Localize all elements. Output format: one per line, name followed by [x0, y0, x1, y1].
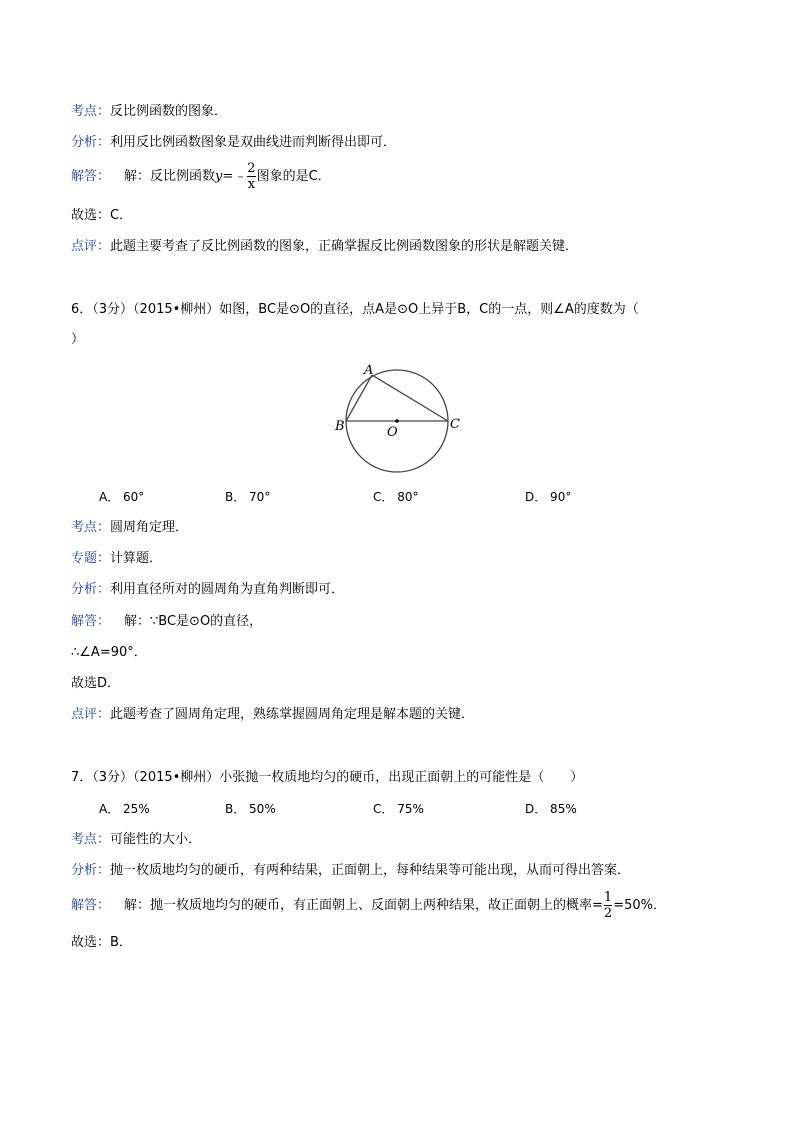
label-a: A [364, 363, 374, 378]
center-point [395, 419, 399, 423]
kaodian-text: 反比例函数的图象． [110, 104, 228, 119]
kaodian-label: 考点： [71, 832, 111, 847]
fraction-numerator: 1 [603, 890, 613, 905]
q6-option-d: D． 90° [525, 490, 572, 504]
fraction-2-over-x [247, 162, 255, 191]
jieda-text: 解：∵BC是⊙O的直径， [124, 614, 263, 629]
fenxi-label: 分析： [71, 582, 111, 597]
q6-kaodian-line [71, 518, 188, 538]
q7-kaodian-line [71, 830, 201, 850]
circle-figure [330, 358, 470, 476]
q5-dianping-line [71, 237, 578, 257]
q7-fenxi-line [71, 861, 630, 881]
q6-jieda-line [71, 612, 262, 632]
q5-guxuan-line: 故选：C． [71, 208, 133, 223]
label-o: O [387, 425, 398, 440]
q6-fenxi-line [71, 580, 344, 600]
jieda-label: 解答： [71, 614, 111, 629]
q6-stem-line1: 6．（3分）（2015•柳州）如图，BC是⊙O的直径，点A是⊙O上异于B，C的一点，则∠A的度数为（ [71, 302, 639, 317]
chord-ac [372, 375, 448, 421]
q6-dianping-line [71, 705, 474, 725]
q7-option-b: B． 50% [225, 802, 276, 816]
dianping-text: 此题考查了圆周角定理，熟练掌握圆周角定理是解本题的关键． [110, 707, 475, 722]
jieda-text-pre: 解：反比例函数 [124, 169, 216, 184]
q6-step2-line: ∴∠A=90°． [71, 645, 147, 660]
fraction-numerator: 2 [247, 161, 256, 176]
fenxi-text: 抛一枚质地均匀的硬币，有两种结果，正面朝上，每种结果等可能出现，从而可得出答案． [110, 863, 631, 878]
kaodian-text: 可能性的大小． [110, 832, 202, 847]
fenxi-text: 利用直径所对的圆周角为直角判断即可． [110, 582, 345, 597]
q6-option-c: C． 80° [373, 490, 419, 504]
chord-ab [346, 375, 372, 421]
dianping-label: 点评： [71, 239, 111, 254]
kaodian-label: 考点： [71, 520, 111, 535]
fraction-denominator: 2 [603, 906, 613, 921]
dianping-label: 点评： [71, 707, 111, 722]
jieda-label: 解答： [71, 169, 111, 184]
q5-jieda-line [71, 158, 331, 196]
q7-guxuan-line: 故选：B． [71, 935, 132, 950]
kaodian-label: 考点： [71, 104, 111, 119]
q5-fenxi-line [71, 133, 396, 153]
q6-stem-line2: ） [71, 332, 85, 347]
fenxi-text: 利用反比例函数图象是双曲线进而判断得出即可． [110, 135, 397, 150]
zhuanti-text: 计算题． [110, 551, 163, 566]
label-c: C [450, 417, 460, 432]
q5-kaodian-line [71, 102, 227, 122]
q6-option-a: A． 60° [99, 490, 145, 504]
q6-option-b: B． 70° [225, 490, 271, 504]
zhuanti-label: 专题： [71, 551, 111, 566]
jieda-text-post: 图象的是C． [256, 169, 331, 184]
q7-option-d: D． 85% [525, 802, 577, 816]
q7-jieda-line [71, 887, 666, 925]
q6-zhuanti-line [71, 549, 162, 569]
dianping-text: 此题主要考查了反比例函数的图象，正确掌握反比例函数图象的形状是解题关键． [110, 239, 579, 254]
fenxi-label: 分析： [71, 135, 111, 150]
q6-guxuan-line: 故选D． [71, 676, 121, 691]
q7-stem-line: 7．（3分）（2015•柳州）小张抛一枚质地均匀的硬币，出现正面朝上的可能性是（ ） [71, 770, 584, 785]
fenxi-label: 分析： [71, 863, 111, 878]
jieda-y: y=﹣ [215, 169, 247, 184]
kaodian-text: 圆周角定理． [110, 520, 189, 535]
jieda-label: 解答： [71, 898, 111, 913]
q7-option-c: C． 75% [373, 802, 424, 816]
fraction-1-over-2 [604, 891, 612, 920]
q7-option-a: A． 25% [99, 802, 150, 816]
jieda-text-pre: 解：抛一枚质地均匀的硬币，有正面朝上、反面朝上两种结果，故正面朝上的概率= [124, 898, 603, 913]
jieda-text-post: =50%． [613, 898, 666, 913]
fraction-denominator: x [247, 177, 256, 192]
label-b: B [335, 419, 345, 434]
